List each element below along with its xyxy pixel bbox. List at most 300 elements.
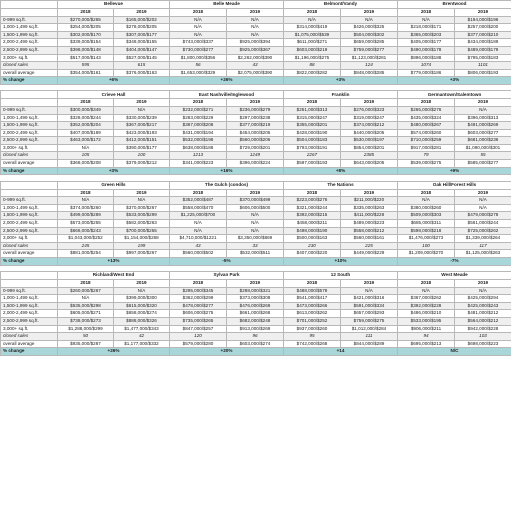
value-2019: $681,000/$236 (455, 137, 511, 145)
value-2019: N/A (455, 106, 511, 114)
value-2019: $476,000/$269 (227, 302, 284, 310)
value-2019: 225 (341, 242, 398, 250)
year-2019-header: 2019 (114, 279, 170, 287)
value-2018: $573,000/$255 (58, 220, 114, 228)
value-2018: $541,000/$417 (284, 295, 341, 303)
value-2019: $330,000/$239 (114, 114, 170, 122)
value-2018: 2267 (284, 152, 341, 160)
value-2019: $319,000/$247 (341, 114, 398, 122)
year-header-row (1, 279, 511, 287)
value-2018: $1,225,000/$700 (170, 212, 227, 220)
value-2018: 56 (170, 62, 227, 70)
value-2018: $270,000/$265 (58, 16, 114, 24)
year-2018-header: 2018 (398, 279, 455, 287)
value-2018: $532,000/$198 (170, 137, 227, 145)
year-2018-header: 2018 (398, 189, 455, 197)
row-label: 2,000-2,499 sq.ft. (1, 39, 58, 47)
area-name: Sylvan Park (170, 271, 284, 279)
value-2019: 100 (114, 152, 170, 160)
value-2019: $925,000/$367 (227, 46, 284, 54)
value-2018: $742,000/$268 (284, 340, 341, 348)
value-2019: $257,000/$200 (455, 24, 511, 32)
table-row (1, 160, 511, 168)
percent-change-value: +3% (284, 77, 398, 85)
value-2019: $454,000/$205 (227, 129, 284, 137)
row-label: closed sales (1, 152, 58, 160)
percent-change-value: -5% (170, 258, 284, 266)
row-label: 3,000+ sq.ft. (1, 144, 58, 152)
value-2018: 1074 (398, 62, 455, 70)
value-2019: $423,000/$193 (114, 129, 170, 137)
table-row (1, 302, 511, 310)
table-row (1, 129, 511, 137)
value-2018: $218,000/$171 (398, 24, 455, 32)
value-2019: N/A (114, 287, 170, 295)
percent-change-value: +6% (58, 77, 170, 85)
value-2019: $530,000/$197 (341, 137, 398, 145)
year-header-row (1, 9, 511, 17)
value-2018: $735,000/$265 (170, 317, 227, 325)
value-2019: $288,000/$321 (227, 287, 284, 295)
value-2019: $682,000/$248 (227, 317, 284, 325)
value-2018: $611,000/$271 (284, 39, 341, 47)
value-2018: 1213 (170, 152, 227, 160)
year-2018-header: 2018 (170, 279, 227, 287)
value-2018: $779,000/$186 (398, 69, 455, 77)
value-2019: $658,000/$274 (114, 310, 170, 318)
year-2019-header: 2019 (227, 189, 284, 197)
value-2019: $844,000/$289 (341, 340, 398, 348)
percent-change-value: +14 (284, 348, 398, 356)
row-label: % change (1, 167, 58, 175)
value-2019: $236,000/$279 (227, 106, 284, 114)
value-2019: $661,000/$268 (227, 310, 284, 318)
value-2018: $738,000/$273 (58, 317, 114, 325)
value-2019: $657,000/$293 (341, 310, 398, 318)
area-name: Germantown/Salemtown (398, 91, 511, 99)
corner-cell (1, 9, 58, 17)
value-2018: $352,000/$487 (170, 197, 227, 205)
table-row (1, 152, 511, 160)
table-row (1, 69, 511, 77)
value-2018: N/A (58, 197, 114, 205)
table-row (1, 16, 511, 24)
value-2018: $392,000/$215 (284, 212, 341, 220)
value-2019: $759,000/$275 (341, 317, 398, 325)
value-2018: $315,000/$247 (284, 114, 341, 122)
row-label: 0-999 sq.ft. (1, 287, 58, 295)
row-label: 1,000-1,499 sq.ft. (1, 295, 58, 303)
area-name: Richland/West End (58, 271, 170, 279)
value-2018: $435,000/$324 (398, 114, 455, 122)
year-2019-header: 2019 (114, 189, 170, 197)
value-2018: $352,000/$204 (58, 122, 114, 130)
percent-change-value: +26% (58, 348, 170, 356)
corner-cell (1, 189, 58, 197)
value-2018: $638,000/$188 (170, 144, 227, 152)
value-2018: $666,000/$243 (58, 227, 114, 235)
value-2018: $314,000/$419 (284, 24, 341, 32)
value-2018: $365,000/$203 (398, 31, 455, 39)
value-2018: $1,209,000/$270 (398, 250, 455, 258)
table-row (1, 340, 511, 348)
value-2019: $335,000/$263 (341, 204, 398, 212)
value-2019: 42 (114, 333, 170, 341)
value-2019: 43 (227, 62, 284, 70)
value-2018: $533,000/$195 (398, 317, 455, 325)
percent-change-value: +16% (170, 167, 284, 175)
value-2019: N/A (455, 287, 511, 295)
value-2018: $793,000/$191 (284, 144, 341, 152)
area-name: Oak Hill/Forest Hills (398, 181, 511, 189)
value-2018: $251,000/$313 (284, 106, 341, 114)
value-2018: 595 (58, 62, 114, 70)
table-row (1, 114, 511, 122)
value-2018: $710,000/$259 (398, 137, 455, 145)
value-2018: $428,000/$190 (284, 129, 341, 137)
year-2018-header: 2018 (284, 189, 341, 197)
value-2019: $297,000/$238 (227, 114, 284, 122)
value-2019: $399,000/$300 (114, 295, 170, 303)
value-2018: $685,000/$311 (398, 220, 455, 228)
value-2019: $558,000/$212 (341, 227, 398, 235)
value-2018: $1,476,000/$273 (398, 235, 455, 243)
year-header-row (1, 189, 511, 197)
year-2018-header: 2018 (170, 9, 227, 17)
value-2018: $458,000/$211 (284, 220, 341, 228)
table-row (1, 197, 511, 205)
value-2019: N/A (114, 106, 170, 114)
area-name: The Nations (284, 181, 398, 189)
value-2019: $591,000/$334 (341, 302, 398, 310)
value-2018: N/A (398, 197, 455, 205)
value-2018: N/A (170, 24, 227, 32)
area-header-row (1, 181, 511, 189)
value-2019: $533,000/$299 (114, 212, 170, 220)
year-2018-header: 2018 (58, 9, 114, 17)
value-2018: $4,710,000/$1221 (170, 235, 227, 243)
value-2019: N/A (227, 212, 284, 220)
value-2019: $560,000/$161 (341, 235, 398, 243)
value-2019: $421,000/$316 (341, 295, 398, 303)
value-2019: $376,000/$163 (114, 69, 170, 77)
value-2019: $278,000/$205 (114, 24, 170, 32)
value-2019: $379,000/$212 (114, 160, 170, 168)
value-2019: $434,000/$189 (455, 39, 511, 47)
table-row (1, 295, 511, 303)
year-2019-header: 2019 (455, 279, 511, 287)
value-2019: N/A (227, 16, 284, 24)
value-2019: $440,000/$205 (341, 129, 398, 137)
percent-change-value: +26% (170, 77, 284, 85)
value-2019: $615,000/$320 (114, 302, 170, 310)
percent-change-value: N/C (398, 348, 511, 356)
table-row (1, 220, 511, 228)
value-2019: 1101 (455, 62, 511, 70)
value-2018: $1,075,000/$539 (284, 31, 341, 39)
value-2018: $223,000/$276 (284, 197, 341, 205)
table-row (1, 242, 511, 250)
value-2019: $1,477,000/$343 (114, 325, 170, 333)
value-2019: $307,000/$177 (114, 31, 170, 39)
value-2019: $425,000/$243 (455, 302, 511, 310)
value-2018: $328,000/$244 (58, 114, 114, 122)
year-2019-header: 2019 (455, 189, 511, 197)
value-2018: $339,000/$154 (58, 39, 114, 47)
value-2019: $411,000/$228 (341, 212, 398, 220)
value-2019: $489,000/$179 (455, 46, 511, 54)
area-header-row (1, 271, 511, 279)
value-2019: $527,000/$145 (114, 54, 170, 62)
year-2019-header: 2019 (114, 99, 170, 107)
value-2018: $488,000/$578 (284, 287, 341, 295)
row-label: 2,500-2,999 sq.ft. (1, 317, 58, 325)
value-2019: $854,000/$201 (341, 144, 398, 152)
value-2019: $729,000/$201 (227, 144, 284, 152)
row-label: % change (1, 348, 58, 356)
value-2018: $937,000/$260 (284, 325, 341, 333)
value-2019: $2,262,000/$390 (227, 54, 284, 62)
value-2018: $917,000/$281 (398, 144, 455, 152)
table-row (1, 46, 511, 54)
value-2019: $396,000/$313 (455, 114, 511, 122)
value-2019: $585,000/$277 (455, 160, 511, 168)
value-2019: 124 (341, 62, 398, 70)
value-2018: $260,000/$267 (58, 287, 114, 295)
row-label: 2,000-2,499 sq.ft. (1, 220, 58, 228)
value-2019: $367,000/$217 (114, 122, 170, 130)
value-2018: $558,000/$470 (170, 204, 227, 212)
row-label: 1,500-1,999 sq.ft. (1, 122, 58, 130)
value-2019: $643,000/$205 (341, 160, 398, 168)
value-2018: 79 (398, 152, 455, 160)
value-2018: $822,000/$282 (284, 69, 341, 77)
value-2019: $913,000/$269 (227, 325, 284, 333)
table-row (1, 39, 511, 47)
area-name: East Nashville/Inglewood (170, 91, 284, 99)
value-2019: $3,350,000/$869 (227, 235, 284, 243)
value-2019: $1,125,000/$263 (455, 250, 511, 258)
value-2018: $367,000/$262 (398, 295, 455, 303)
year-2019-header: 2019 (341, 9, 398, 17)
area-name: Crieve Hall (58, 91, 170, 99)
value-2019: $698,000/$223 (455, 340, 511, 348)
value-2018: $896,000/$188 (398, 54, 455, 62)
row-label: closed sales (1, 333, 58, 341)
value-2019: $194,000/$196 (455, 16, 511, 24)
value-2018: 230 (284, 242, 341, 250)
value-2018: $498,000/$190 (284, 227, 341, 235)
value-2019: $425,000/$294 (455, 295, 511, 303)
value-2019: $997,000/$267 (114, 250, 170, 258)
table-row (1, 325, 511, 333)
value-2018: $265,000/$276 (398, 106, 455, 114)
value-2019: N/A (455, 197, 511, 205)
value-2019: N/A (341, 16, 398, 24)
table-row (1, 24, 511, 32)
year-2018-header: 2018 (398, 9, 455, 17)
row-label: 2,000-2,499 sq.ft. (1, 129, 58, 137)
value-2018: $605,000/$271 (58, 310, 114, 318)
table-row (1, 333, 511, 341)
value-2018: $597,000/$193 (284, 160, 341, 168)
value-2019: $348,000/$155 (114, 39, 170, 47)
value-2018: N/A (284, 16, 341, 24)
year-2018-header: 2018 (58, 279, 114, 287)
value-2019: $2,075,000/$390 (227, 69, 284, 77)
value-2018: N/A (170, 220, 227, 228)
value-2019: $489,000/$223 (341, 220, 398, 228)
row-label: 1,500-1,999 sq.ft. (1, 212, 58, 220)
area-name: Belmont/Vandy (284, 1, 398, 9)
year-2019-header: 2019 (455, 99, 511, 107)
corner-cell (1, 99, 58, 107)
value-2018: $1,653,000/$329 (170, 69, 227, 77)
area-name: 12 South (284, 271, 398, 279)
row-label: 3,000+ sq.ft. (1, 54, 58, 62)
percent-change-row (1, 258, 511, 266)
row-label: % change (1, 77, 58, 85)
value-2018: $906,000/$211 (398, 325, 455, 333)
value-2019: 117 (455, 242, 511, 250)
value-2018: 100 (398, 242, 455, 250)
value-2019: $504,000/$302 (341, 31, 398, 39)
value-2018: 95 (284, 333, 341, 341)
value-2019: N/A (227, 24, 284, 32)
percent-change-row (1, 167, 511, 175)
value-2018: $367,000/$208 (170, 122, 227, 130)
value-2019: $603,000/$277 (455, 129, 511, 137)
year-2018-header: 2018 (58, 189, 114, 197)
value-2018: $598,000/$218 (398, 227, 455, 235)
value-2018: $500,000/$163 (284, 235, 341, 243)
value-2018: $380,000/$260 (398, 204, 455, 212)
table-row (1, 122, 511, 130)
year-2019-header: 2019 (341, 279, 398, 287)
value-2019: $942,000/$228 (455, 325, 511, 333)
value-2018: $490,000/$178 (398, 46, 455, 54)
value-2019: $1,177,000/$332 (114, 340, 170, 348)
value-2018: $295,000/$345 (170, 287, 227, 295)
row-label: 2,500-2,999 sq.ft. (1, 137, 58, 145)
row-label: 2,500-2,999 sq.ft. (1, 227, 58, 235)
table-row (1, 204, 511, 212)
corner-cell (1, 1, 58, 9)
value-2018: $405,000/$177 (398, 39, 455, 47)
value-2019: $603,000/$274 (227, 340, 284, 348)
corner-cell (1, 91, 58, 99)
value-2018: N/A (398, 287, 455, 295)
row-label: 2,000-2,499 sq.ft. (1, 310, 58, 318)
percent-change-value: +9% (398, 167, 511, 175)
year-2018-header: 2018 (284, 279, 341, 287)
value-2018: $517,000/$143 (58, 54, 114, 62)
value-2018: 43 (170, 242, 227, 250)
value-2019: $532,000/$511 (227, 250, 284, 258)
percent-change-value: +10% (284, 258, 398, 266)
percent-change-value: +8% (284, 167, 398, 175)
table-row (1, 137, 511, 145)
value-2019: $374,000/$212 (341, 122, 398, 130)
value-2018: $300,000/$349 (58, 106, 114, 114)
table-row (1, 31, 511, 39)
value-2018: $743,000/$337 (170, 39, 227, 47)
year-2018-header: 2018 (284, 99, 341, 107)
row-label: overall average (1, 250, 58, 258)
value-2019: $582,000/$263 (114, 220, 170, 228)
value-2019: 33 (227, 242, 284, 250)
table-row (1, 235, 511, 243)
row-label: 1,500-1,999 sq.ft. (1, 302, 58, 310)
value-2019: $564,000/$212 (455, 317, 511, 325)
year-2018-header: 2018 (170, 189, 227, 197)
year-2019-header: 2019 (227, 99, 284, 107)
value-2019: $1,123,000/$281 (341, 54, 398, 62)
area-name: Bellevue (58, 1, 170, 9)
table-row (1, 317, 511, 325)
value-2019: $725,000/$262 (455, 227, 511, 235)
value-2019: $700,000/$255 (114, 227, 170, 235)
year-2018-header: 2018 (58, 99, 114, 107)
value-2018: N/A (58, 295, 114, 303)
value-2019: $370,000/$499 (227, 197, 284, 205)
row-label: closed sales (1, 242, 58, 250)
row-label: 2,500-2,999 sq.ft. (1, 46, 58, 54)
row-label: overall average (1, 160, 58, 168)
table-row (1, 54, 511, 62)
value-2018: $478,000/$277 (170, 302, 227, 310)
value-2019: 615 (114, 62, 170, 70)
row-label: 0-999 sq.ft. (1, 197, 58, 205)
value-2018: $407,000/$189 (58, 129, 114, 137)
year-2019-header: 2019 (114, 9, 170, 17)
value-2018: $499,000/$289 (58, 212, 114, 220)
value-2018: $560,000/$502 (170, 250, 227, 258)
value-2018: $606,000/$275 (170, 310, 227, 318)
value-2018: N/A (398, 16, 455, 24)
value-2019: $659,000/$285 (341, 39, 398, 47)
value-2018: $431,000/$194 (170, 129, 227, 137)
value-2018: 88 (284, 62, 341, 70)
table-row (1, 212, 511, 220)
value-2019: $1,339,000/$264 (455, 235, 511, 243)
year-2019-header: 2019 (227, 279, 284, 287)
value-2018: $355,000/$201 (284, 122, 341, 130)
value-2019: $1,154,000/$268 (114, 235, 170, 243)
value-2018: 50 (58, 333, 114, 341)
value-2019: 103 (455, 333, 511, 341)
value-2019: $1,012,000/$284 (341, 325, 398, 333)
year-2018-header: 2018 (284, 9, 341, 17)
value-2019: N/A (227, 220, 284, 228)
value-2018: 105 (58, 152, 114, 160)
value-2018: $354,000/$161 (58, 69, 114, 77)
area-name: West Meade (398, 271, 511, 279)
value-2019: N/A (227, 31, 284, 39)
value-2019: N/A (455, 204, 511, 212)
area-name: Belle Meade (170, 1, 284, 9)
value-2019: $426,000/$325 (341, 24, 398, 32)
value-2019: $412,000/$151 (114, 137, 170, 145)
value-2018: $504,000/$183 (284, 137, 341, 145)
row-label: 0-999 sq.ft. (1, 106, 58, 114)
year-2019-header: 2019 (227, 9, 284, 17)
value-2019: $479,000/$278 (455, 212, 511, 220)
row-label: 3,000+ sq.ft. (1, 235, 58, 243)
value-2018: $1,800,000/$356 (170, 54, 227, 62)
value-2019: $449,000/$229 (341, 250, 398, 258)
value-2019: $404,000/$147 (114, 46, 170, 54)
